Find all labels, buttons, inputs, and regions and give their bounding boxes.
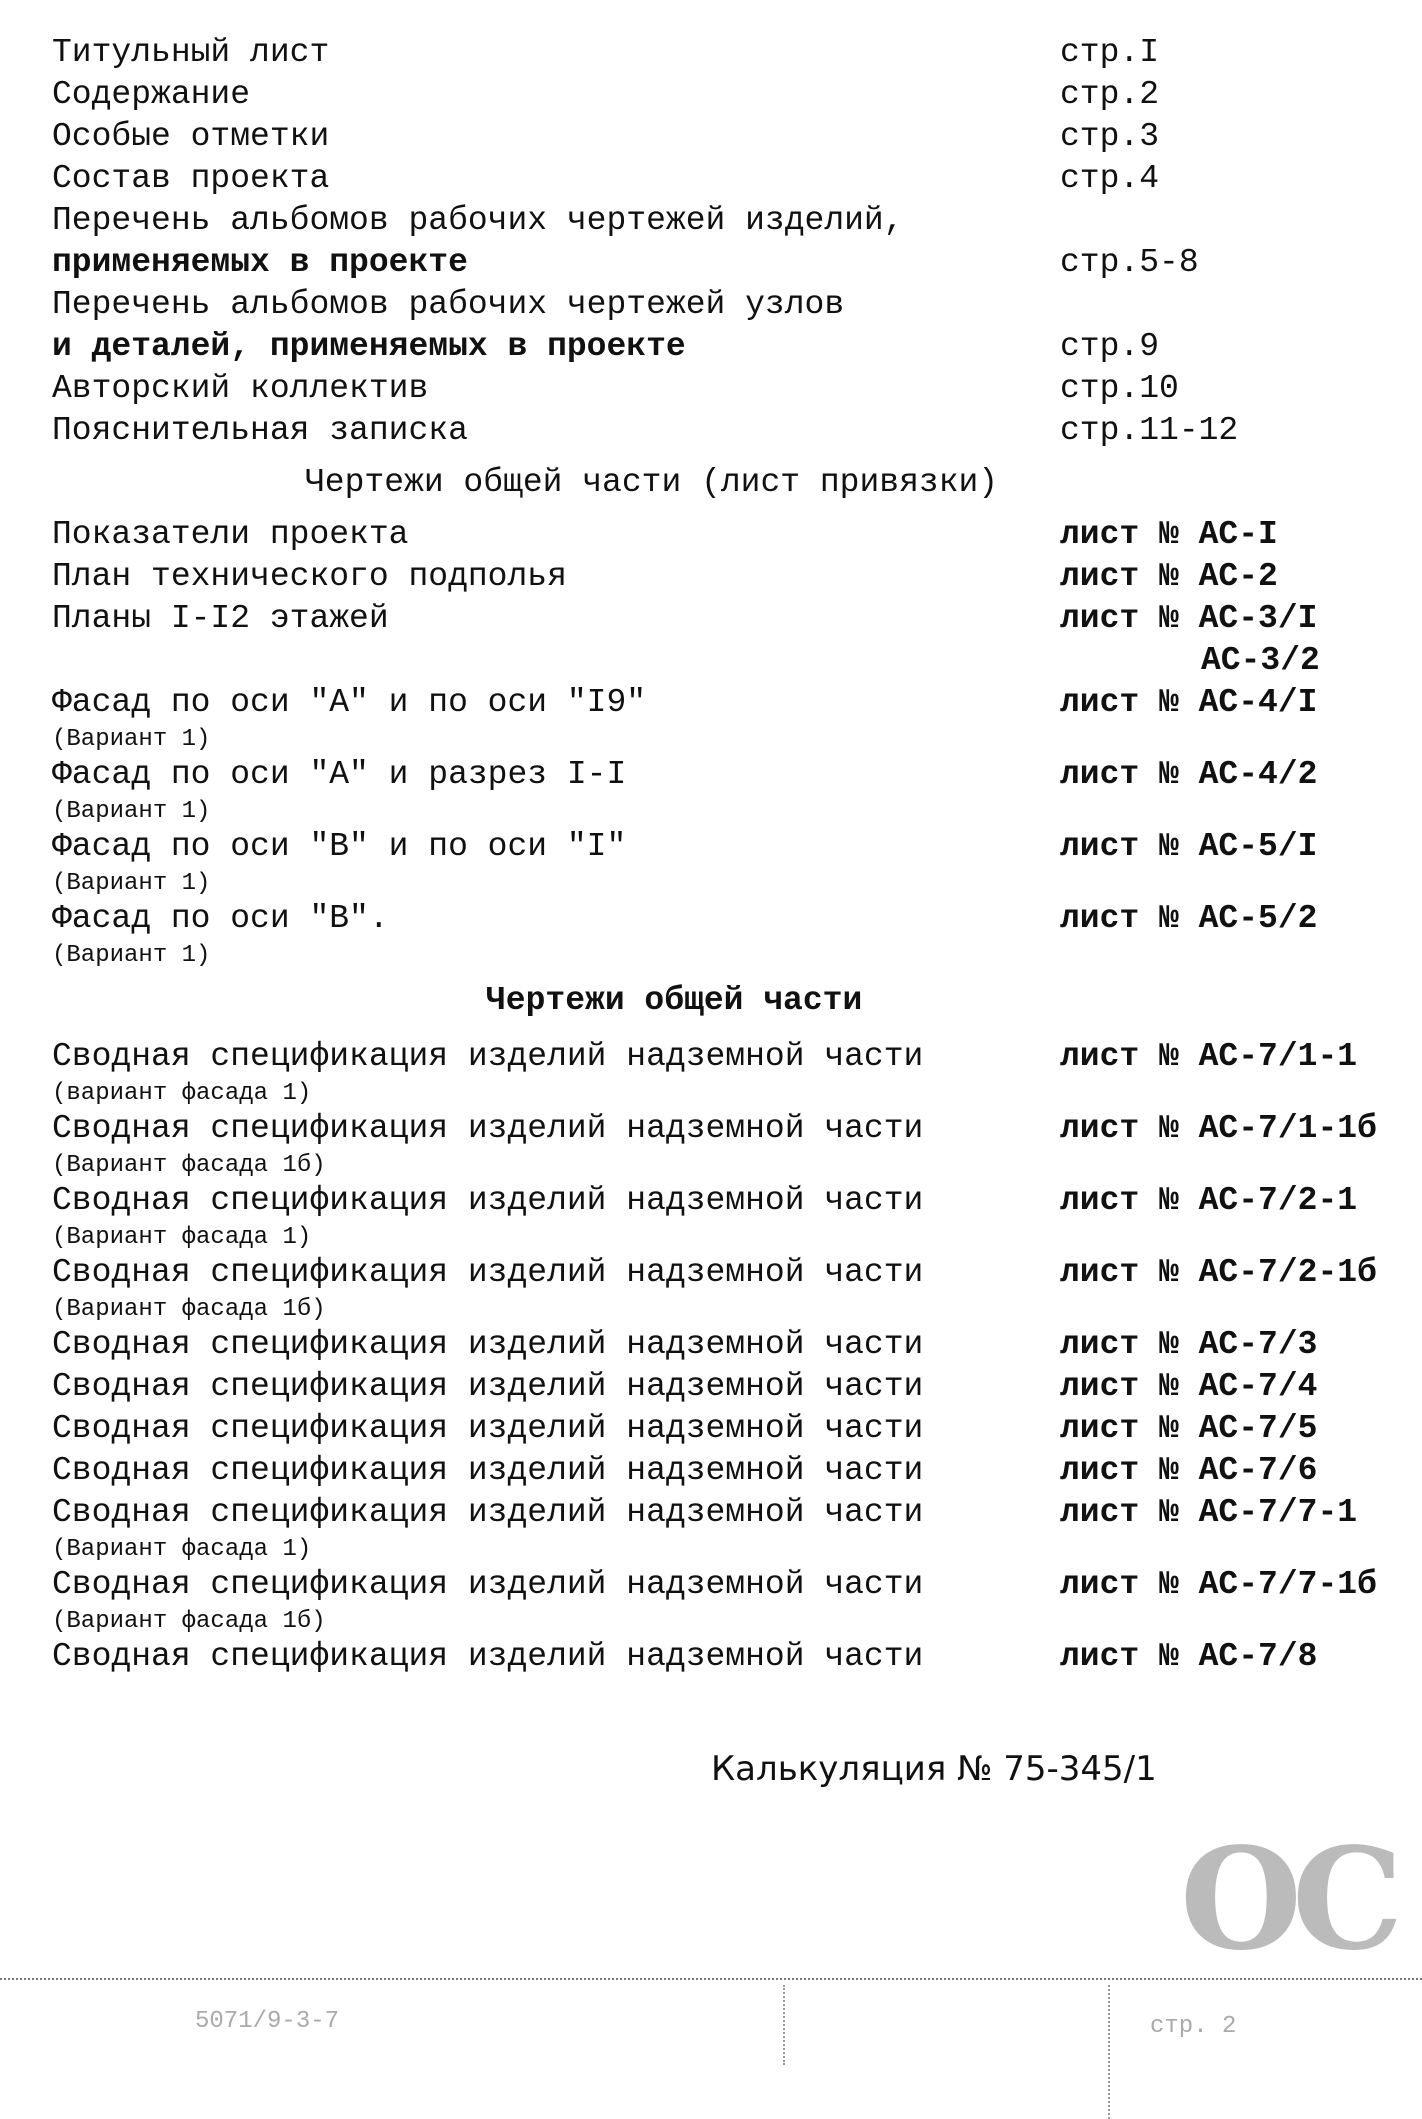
variant-note: (Вариант 1) — [52, 798, 211, 825]
sheet-number: лист № АС-7/3 — [1060, 1326, 1318, 1363]
contents-page: стр.11-12 — [1060, 412, 1239, 449]
contents-page: стр.3 — [1060, 118, 1160, 155]
sheet-number: лист № АС-4/2 — [1060, 756, 1318, 793]
contents-title: Состав проекта — [52, 160, 330, 197]
sheet-number: лист № АС-7/2-1 — [1060, 1182, 1358, 1219]
section-heading: Чертежи общей части (лист привязки) — [305, 464, 999, 501]
sheet-title: Сводная спецификация изделий надземной части — [52, 1038, 924, 1075]
variant-note: (Вариант фасада 1б) — [52, 1608, 326, 1635]
contents-title: Титульный лист — [52, 34, 330, 71]
contents-title: Содержание — [52, 76, 251, 113]
footer-divider — [783, 1985, 785, 2065]
footer-code: 5071/9-3-7 — [195, 2008, 340, 2035]
variant-note: (Вариант фасада 1б) — [52, 1152, 326, 1179]
sheet-number: лист № АС-4/I — [1060, 684, 1318, 721]
contents-title: Перечень альбомов рабочих чертежей узлов — [52, 286, 845, 323]
sheet-number: лист № АС-7/7-1б — [1060, 1566, 1377, 1603]
contents-title-cont: и деталей, применяемых в проекте — [52, 328, 686, 365]
contents-page: стр.5-8 — [1060, 244, 1199, 281]
contents-title: Перечень альбомов рабочих чертежей изделий, — [52, 202, 904, 239]
footer-page: стр. 2 — [1150, 2013, 1237, 2040]
sheet-title: Фасад по оси "В". — [52, 900, 389, 937]
sheet-number: АС-3/2 — [1201, 642, 1320, 679]
sheet-number: лист № АС-7/5 — [1060, 1410, 1318, 1447]
sheet-title: Фасад по оси "А" и по оси "I9" — [52, 684, 647, 721]
sheet-number: лист № АС-7/4 — [1060, 1368, 1318, 1405]
variant-note: (Вариант 1) — [52, 870, 211, 897]
sheet-title: Планы I-I2 этажей — [52, 600, 389, 637]
contents-page: стр.I — [1060, 34, 1160, 71]
sheet-title: Сводная спецификация изделий надземной части — [52, 1452, 924, 1489]
sheet-title: Фасад по оси "В" и по оси "I" — [52, 828, 627, 865]
sheet-title: Сводная спецификация изделий надземной части — [52, 1368, 924, 1405]
contents-page: стр.10 — [1060, 370, 1179, 407]
calculation-number: Калькуляция № 75-345/1 — [711, 1749, 1157, 1789]
sheet-number: лист № АС-7/1-1 — [1060, 1038, 1358, 1075]
sheet-number: лист № АС-I — [1060, 516, 1278, 553]
variant-note: (Вариант 1) — [52, 726, 211, 753]
variant-note: (Вариант 1) — [52, 942, 211, 969]
contents-title: Пояснительная записка — [52, 412, 468, 449]
sheet-number: лист № АС-7/2-1б — [1060, 1254, 1377, 1291]
sheet-title: Сводная спецификация изделий надземной части — [52, 1566, 924, 1603]
variant-note: (Вариант фасада 1) — [52, 1536, 312, 1563]
contents-title-cont: применяемых в проекте — [52, 244, 468, 281]
sheet-title: Сводная спецификация изделий надземной части — [52, 1254, 924, 1291]
sheet-title: Показатели проекта — [52, 516, 409, 553]
sheet-number: лист № АС-7/8 — [1060, 1638, 1318, 1675]
sheet-title: Сводная спецификация изделий надземной части — [52, 1638, 924, 1675]
sheet-title: План технического подполья — [52, 558, 567, 595]
sheet-title: Сводная спецификация изделий надземной части — [52, 1110, 924, 1147]
sheet-number: лист № АС-5/2 — [1060, 900, 1318, 937]
variant-note: (Вариант фасада 1) — [52, 1224, 312, 1251]
footer-divider — [1108, 1985, 1110, 2119]
sheet-number: лист № АС-7/7-1 — [1060, 1494, 1358, 1531]
footer-rule — [0, 1978, 1422, 1980]
contents-title: Особые отметки — [52, 118, 330, 155]
variant-note: (вариант фасада 1) — [52, 1080, 312, 1107]
sheet-number: лист № АС-7/1-1б — [1060, 1110, 1377, 1147]
contents-page: стр.2 — [1060, 76, 1160, 113]
sheet-title: Сводная спецификация изделий надземной части — [52, 1326, 924, 1363]
sheet-title: Фасад по оси "А" и разрез I-I — [52, 756, 627, 793]
sheet-title: Сводная спецификация изделий надземной части — [52, 1494, 924, 1531]
section-heading: Чертежи общей части — [486, 982, 863, 1019]
variant-note: (Вариант фасада 1б) — [52, 1296, 326, 1323]
sheet-number: лист № АС-2 — [1060, 558, 1278, 595]
contents-page: стр.4 — [1060, 160, 1160, 197]
sheet-number: лист № АС-5/I — [1060, 828, 1318, 865]
sheet-number: лист № АС-3/I — [1060, 600, 1318, 637]
stamp: ОС — [1180, 1818, 1394, 1982]
contents-page: стр.9 — [1060, 328, 1160, 365]
sheet-title: Сводная спецификация изделий надземной части — [52, 1410, 924, 1447]
sheet-title: Сводная спецификация изделий надземной части — [52, 1182, 924, 1219]
contents-title: Авторский коллектив — [52, 370, 429, 407]
sheet-number: лист № АС-7/6 — [1060, 1452, 1318, 1489]
